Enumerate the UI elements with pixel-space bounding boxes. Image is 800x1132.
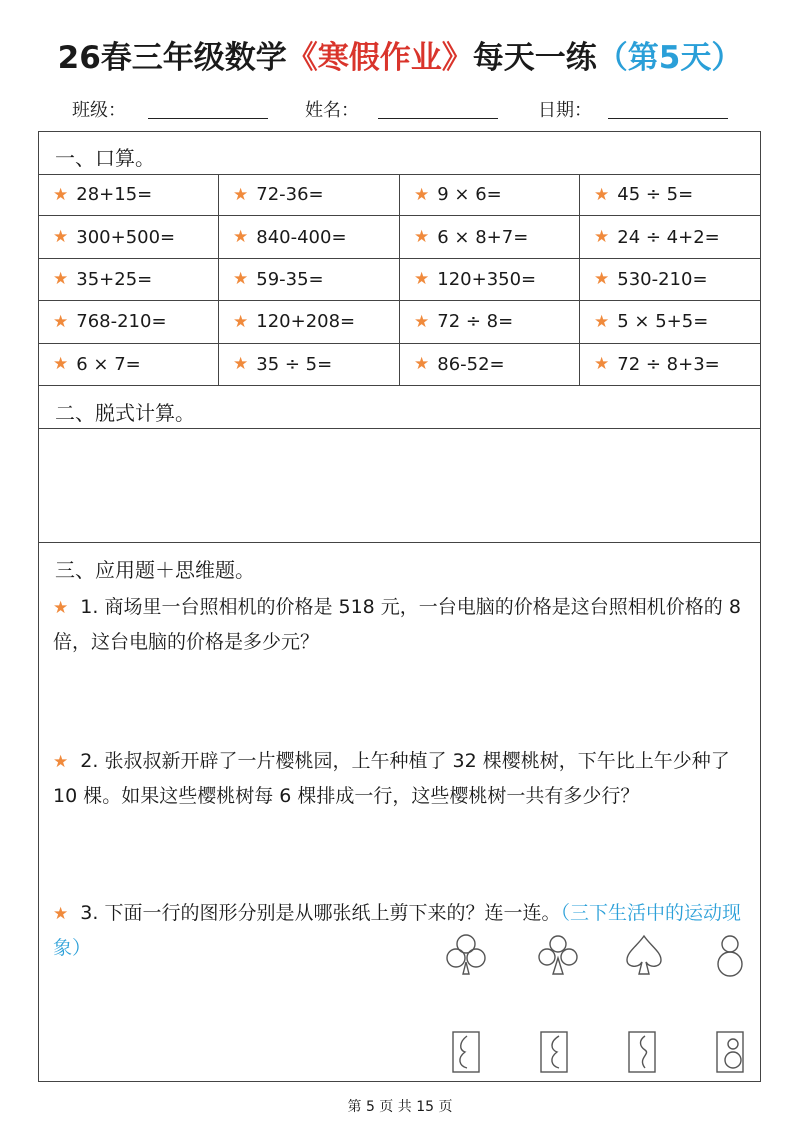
star-icon: ★ xyxy=(594,311,610,332)
oral-calc-cell xyxy=(39,259,219,301)
star-icon: ★ xyxy=(414,354,430,375)
oral-calc-cell xyxy=(39,174,219,216)
class-field[interactable] xyxy=(148,118,268,119)
star-icon: ★ xyxy=(594,269,610,290)
section3-title: 三、应用题＋思维题。 xyxy=(55,558,255,582)
oral-calc-expression: 6 × 7= xyxy=(76,353,141,375)
star-icon: ★ xyxy=(414,269,430,290)
star-icon: ★ xyxy=(594,227,610,248)
club-shape-icon xyxy=(539,936,577,974)
question-3-text: ★ 3. 下面一行的图形分别是从哪张纸上剪下来的？连一连。 xyxy=(53,902,561,924)
paper-1-icon xyxy=(453,1032,479,1072)
oral-calc-expression: 45 ÷ 5= xyxy=(617,184,694,206)
oral-calc-expression: 9 × 6= xyxy=(437,184,502,206)
oral-calc-cell xyxy=(580,301,760,343)
divider xyxy=(39,428,760,429)
star-icon: ★ xyxy=(233,269,249,290)
star-icon: ★ xyxy=(233,184,249,205)
student-info-row xyxy=(0,96,800,126)
class-label: 班级： xyxy=(72,100,126,121)
clover-shape-icon xyxy=(447,935,485,974)
divider xyxy=(39,542,760,543)
paper-4-icon xyxy=(717,1032,743,1072)
oral-calc-cell xyxy=(219,301,400,343)
oral-calc-expression: 300+500= xyxy=(76,226,176,248)
oral-calc-expression: 120+350= xyxy=(437,268,537,290)
oral-calc-expression: 28+15= xyxy=(76,184,153,206)
oral-calc-cell xyxy=(580,344,760,386)
oral-calc-expression: 35+25= xyxy=(76,268,153,290)
oral-calc-cell xyxy=(219,174,400,216)
oral-calc-expression: 24 ÷ 4+2= xyxy=(617,226,720,248)
gourd-shape-icon xyxy=(718,936,742,976)
star-icon: ★ xyxy=(233,227,249,248)
star-icon: ★ xyxy=(414,184,430,205)
star-icon: ★ xyxy=(233,311,249,332)
oral-calc-cell xyxy=(580,174,760,216)
page-title xyxy=(0,32,800,77)
oral-calc-cell xyxy=(39,344,219,386)
star-icon: ★ xyxy=(53,227,69,248)
star-icon: ★ xyxy=(594,184,610,205)
star-icon: ★ xyxy=(53,269,69,290)
question-3-topic-link: （三下生活中的运动现象） xyxy=(53,902,741,959)
question-2 xyxy=(53,744,753,813)
star-icon: ★ xyxy=(414,227,430,248)
oral-calc-expression: 768-210= xyxy=(76,311,167,333)
oral-calc-cell xyxy=(400,344,580,386)
oral-calc-expression: 86-52= xyxy=(437,353,505,375)
paper-2-icon xyxy=(541,1032,567,1072)
oral-calc-expression: 59-35= xyxy=(256,268,324,290)
oral-calc-expression: 120+208= xyxy=(256,311,356,333)
question-1-text: ★ 1. 商场里一台照相机的价格是 518 元，一台电脑的价格是这台照相机价格的 8 倍，这台电脑的价格是多少元？ xyxy=(53,596,741,653)
oral-calc-cell xyxy=(400,259,580,301)
oral-calc-expression: 35 ÷ 5= xyxy=(256,353,333,375)
oral-calc-cell xyxy=(580,259,760,301)
section2-title: 二、脱式计算。 xyxy=(55,401,195,425)
name-field[interactable] xyxy=(378,118,498,119)
oral-calc-cell xyxy=(39,301,219,343)
title-part4: （第5天） xyxy=(596,40,743,76)
spade-shape-icon xyxy=(627,936,661,974)
oral-calc-cell xyxy=(400,174,580,216)
title-part3: 每天一练 xyxy=(472,40,597,76)
oral-calc-expression: 840-400= xyxy=(256,226,347,248)
star-icon: ★ xyxy=(414,311,430,332)
worksheet-frame xyxy=(38,131,761,1082)
title-part1: 26春三年级数学 xyxy=(57,40,287,76)
star-icon: ★ xyxy=(53,184,69,205)
star-icon: ★ xyxy=(53,598,69,618)
date-label: 日期： xyxy=(538,100,592,121)
section1-title: 一、口算。 xyxy=(55,146,155,170)
page-number: 第 5 页 共 15 页 xyxy=(347,1099,453,1115)
oral-calc-expression: 72 ÷ 8= xyxy=(437,311,514,333)
date-field[interactable] xyxy=(608,118,728,119)
oral-calc-expression: 72-36= xyxy=(256,184,324,206)
oral-calc-expression: 6 × 8+7= xyxy=(437,226,529,248)
star-icon: ★ xyxy=(53,904,69,924)
star-icon: ★ xyxy=(53,311,69,332)
oral-calc-expression: 530-210= xyxy=(617,268,708,290)
star-icon: ★ xyxy=(233,354,249,375)
question-1 xyxy=(53,590,753,659)
oral-calc-expression: 72 ÷ 8+3= xyxy=(617,353,720,375)
oral-calc-cell xyxy=(39,216,219,258)
oral-calc-cell xyxy=(400,216,580,258)
oral-calc-cell xyxy=(219,216,400,258)
oral-calc-cell xyxy=(580,216,760,258)
oral-calc-cell xyxy=(400,301,580,343)
oral-calc-grid xyxy=(39,174,760,386)
star-icon: ★ xyxy=(53,354,69,375)
oral-calc-expression: 5 × 5+5= xyxy=(617,311,709,333)
title-part2: 《寒假作业》 xyxy=(286,40,473,76)
folded-paper-row xyxy=(441,1028,761,1078)
paper-3-icon xyxy=(629,1032,655,1072)
oral-calc-cell xyxy=(219,344,400,386)
cutout-shapes-row xyxy=(441,932,761,982)
name-label: 姓名： xyxy=(305,100,359,121)
oral-calc-cell xyxy=(219,259,400,301)
star-icon: ★ xyxy=(53,752,69,772)
star-icon: ★ xyxy=(594,354,610,375)
question-2-text: ★ 2. 张叔叔新开辟了一片樱桃园，上午种植了 32 棵樱桃树，下午比上午少种了 10 棵。如果这些樱桃树每 6 棵排成一行，这些樱桃树一共有多少行？ xyxy=(53,750,730,807)
